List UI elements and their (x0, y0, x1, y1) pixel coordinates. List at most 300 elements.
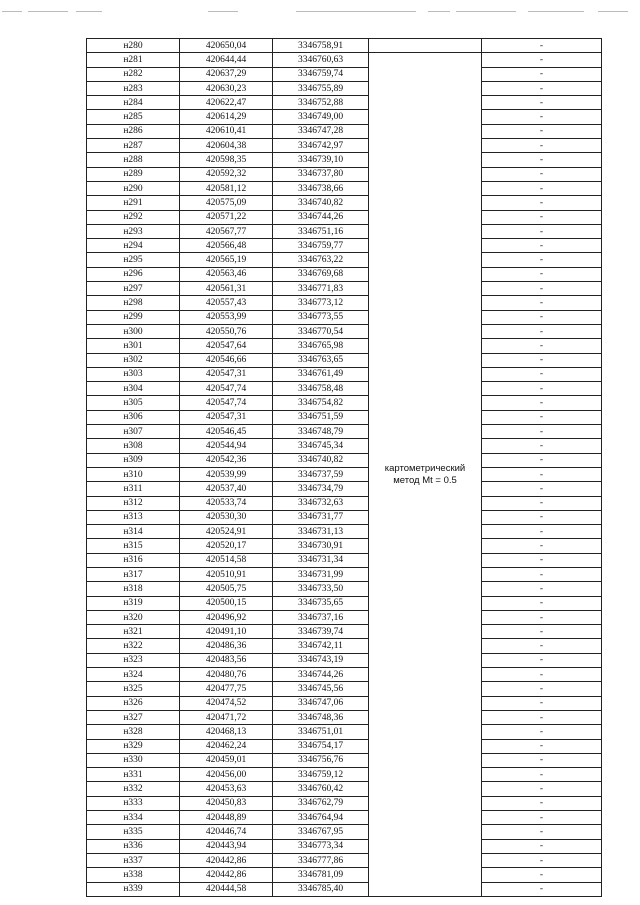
note-cell: - (482, 324, 602, 338)
x-coordinate-cell: 420547,31 (180, 367, 273, 381)
table-row (87, 610, 602, 624)
x-coordinate-cell: 420644,44 (180, 53, 273, 67)
y-coordinate-cell: 3346754,82 (273, 396, 369, 410)
y-coordinate-cell: 3346751,16 (273, 224, 369, 238)
point-id-cell: н314 (87, 525, 180, 539)
point-id-cell: н317 (87, 567, 180, 581)
note-cell: - (482, 610, 602, 624)
y-coordinate-cell: 3346761,49 (273, 367, 369, 381)
x-coordinate-cell: 420446,74 (180, 825, 273, 839)
y-coordinate-cell: 3346763,22 (273, 253, 369, 267)
note-cell: - (482, 110, 602, 124)
table-row (87, 67, 602, 81)
y-coordinate-cell: 3346755,89 (273, 81, 369, 95)
point-id-cell: н290 (87, 181, 180, 195)
note-cell: - (482, 96, 602, 110)
point-id-cell: н334 (87, 811, 180, 825)
point-id-cell: н320 (87, 610, 180, 624)
point-id-cell: н293 (87, 224, 180, 238)
y-coordinate-cell: 3346739,10 (273, 153, 369, 167)
y-coordinate-cell: 3346747,28 (273, 124, 369, 138)
note-cell: - (482, 839, 602, 853)
point-id-cell: н326 (87, 696, 180, 710)
table-row (87, 796, 602, 810)
x-coordinate-cell: 420448,89 (180, 811, 273, 825)
method-cell-top (369, 39, 482, 53)
table-row (87, 339, 602, 353)
note-cell: - (482, 353, 602, 367)
y-coordinate-cell: 3346760,63 (273, 53, 369, 67)
point-id-cell: н285 (87, 110, 180, 124)
table-row (87, 296, 602, 310)
table-row (87, 739, 602, 753)
point-id-cell: н329 (87, 739, 180, 753)
note-cell: - (482, 567, 602, 581)
point-id-cell: н339 (87, 882, 180, 896)
header-scan-artifacts (0, 0, 640, 20)
table-row (87, 396, 602, 410)
note-cell: - (482, 868, 602, 882)
x-coordinate-cell: 420553,99 (180, 310, 273, 324)
x-coordinate-cell: 420477,75 (180, 682, 273, 696)
y-coordinate-cell: 3346758,48 (273, 382, 369, 396)
y-coordinate-cell: 3346747,06 (273, 696, 369, 710)
x-coordinate-cell: 420547,74 (180, 396, 273, 410)
point-id-cell: н327 (87, 710, 180, 724)
point-id-cell: н304 (87, 382, 180, 396)
table-row (87, 39, 602, 53)
note-cell: - (482, 639, 602, 653)
y-coordinate-cell: 3346738,66 (273, 181, 369, 195)
point-id-cell: н318 (87, 582, 180, 596)
point-id-cell: н322 (87, 639, 180, 653)
note-cell: - (482, 453, 602, 467)
note-cell: - (482, 596, 602, 610)
table-row (87, 539, 602, 553)
x-coordinate-cell: 420520,17 (180, 539, 273, 553)
note-cell: - (482, 553, 602, 567)
table-row (87, 482, 602, 496)
note-cell: - (482, 668, 602, 682)
table-row (87, 510, 602, 524)
x-coordinate-cell: 420442,86 (180, 868, 273, 882)
x-coordinate-cell: 420561,31 (180, 282, 273, 296)
x-coordinate-cell: 420471,72 (180, 710, 273, 724)
point-id-cell: н323 (87, 653, 180, 667)
x-coordinate-cell: 420456,00 (180, 768, 273, 782)
y-coordinate-cell: 3346740,82 (273, 196, 369, 210)
note-cell: - (482, 339, 602, 353)
x-coordinate-cell: 420524,91 (180, 525, 273, 539)
x-coordinate-cell: 420459,01 (180, 753, 273, 767)
table-row (87, 181, 602, 195)
point-id-cell: н330 (87, 753, 180, 767)
note-cell: - (482, 582, 602, 596)
table-row (87, 596, 602, 610)
point-id-cell: н297 (87, 282, 180, 296)
note-cell: - (482, 124, 602, 138)
table-row (87, 139, 602, 153)
note-cell: - (482, 811, 602, 825)
table-row (87, 668, 602, 682)
table-row (87, 868, 602, 882)
x-coordinate-cell: 420537,40 (180, 482, 273, 496)
y-coordinate-cell: 3346781,09 (273, 868, 369, 882)
note-cell: - (482, 768, 602, 782)
y-coordinate-cell: 3346731,13 (273, 525, 369, 539)
table-row (87, 324, 602, 338)
x-coordinate-cell: 420544,94 (180, 439, 273, 453)
table-row (87, 367, 602, 381)
table-row (87, 525, 602, 539)
x-coordinate-cell: 420546,66 (180, 353, 273, 367)
point-id-cell: н311 (87, 482, 180, 496)
table-row (87, 653, 602, 667)
y-coordinate-cell: 3346742,97 (273, 139, 369, 153)
table-row (87, 839, 602, 853)
point-id-cell: н316 (87, 553, 180, 567)
x-coordinate-cell: 420491,10 (180, 625, 273, 639)
note-cell: - (482, 167, 602, 181)
y-coordinate-cell: 3346773,34 (273, 839, 369, 853)
x-coordinate-cell: 420533,74 (180, 496, 273, 510)
x-coordinate-cell: 420444,58 (180, 882, 273, 896)
method-line-2: метод Mt = 0.5 (393, 474, 457, 486)
x-coordinate-cell: 420565,19 (180, 253, 273, 267)
y-coordinate-cell: 3346731,99 (273, 567, 369, 581)
table-row (87, 768, 602, 782)
table-row (87, 282, 602, 296)
table-row (87, 782, 602, 796)
point-id-cell: н294 (87, 239, 180, 253)
x-coordinate-cell: 420539,99 (180, 467, 273, 481)
point-id-cell: н305 (87, 396, 180, 410)
note-cell: - (482, 53, 602, 67)
note-cell: - (482, 296, 602, 310)
y-coordinate-cell: 3346758,91 (273, 39, 369, 53)
table-row (87, 53, 602, 67)
x-coordinate-cell: 420453,63 (180, 782, 273, 796)
x-coordinate-cell: 420567,77 (180, 224, 273, 238)
y-coordinate-cell: 3346770,54 (273, 324, 369, 338)
x-coordinate-cell: 420610,41 (180, 124, 273, 138)
y-coordinate-cell: 3346744,26 (273, 210, 369, 224)
y-coordinate-cell: 3346752,88 (273, 96, 369, 110)
note-cell: - (482, 696, 602, 710)
point-id-cell: н308 (87, 439, 180, 453)
point-id-cell: н310 (87, 467, 180, 481)
y-coordinate-cell: 3346745,34 (273, 439, 369, 453)
y-coordinate-cell: 3346731,77 (273, 510, 369, 524)
table-row (87, 110, 602, 124)
y-coordinate-cell: 3346756,76 (273, 753, 369, 767)
point-id-cell: н321 (87, 625, 180, 639)
y-coordinate-cell: 3346745,56 (273, 682, 369, 696)
x-coordinate-cell: 420550,76 (180, 324, 273, 338)
method-cell (369, 53, 482, 897)
table-row (87, 882, 602, 896)
x-coordinate-cell: 420547,64 (180, 339, 273, 353)
y-coordinate-cell: 3346731,34 (273, 553, 369, 567)
x-coordinate-cell: 420592,32 (180, 167, 273, 181)
point-id-cell: н300 (87, 324, 180, 338)
note-cell: - (482, 882, 602, 896)
note-cell: - (482, 510, 602, 524)
point-id-cell: н331 (87, 768, 180, 782)
note-cell: - (482, 496, 602, 510)
note-cell: - (482, 439, 602, 453)
table-row (87, 210, 602, 224)
point-id-cell: н282 (87, 67, 180, 81)
y-coordinate-cell: 3346744,26 (273, 668, 369, 682)
table-row (87, 753, 602, 767)
point-id-cell: н325 (87, 682, 180, 696)
y-coordinate-cell: 3346751,59 (273, 410, 369, 424)
table-row (87, 410, 602, 424)
point-id-cell: н306 (87, 410, 180, 424)
note-cell: - (482, 81, 602, 95)
point-id-cell: н338 (87, 868, 180, 882)
note-cell: - (482, 710, 602, 724)
note-cell: - (482, 310, 602, 324)
point-id-cell: н302 (87, 353, 180, 367)
y-coordinate-cell: 3346734,79 (273, 482, 369, 496)
point-id-cell: н337 (87, 853, 180, 867)
x-coordinate-cell: 420557,43 (180, 296, 273, 310)
note-cell: - (482, 181, 602, 195)
table-row (87, 382, 602, 396)
note-cell: - (482, 467, 602, 481)
x-coordinate-cell: 420542,36 (180, 453, 273, 467)
x-coordinate-cell: 420637,29 (180, 67, 273, 81)
note-cell: - (482, 539, 602, 553)
x-coordinate-cell: 420566,48 (180, 239, 273, 253)
note-cell: - (482, 282, 602, 296)
y-coordinate-cell: 3346733,50 (273, 582, 369, 596)
x-coordinate-cell: 420443,94 (180, 839, 273, 853)
table-row (87, 310, 602, 324)
y-coordinate-cell: 3346742,11 (273, 639, 369, 653)
table-row (87, 224, 602, 238)
table-row (87, 725, 602, 739)
point-id-cell: н298 (87, 296, 180, 310)
note-cell: - (482, 210, 602, 224)
table-row (87, 625, 602, 639)
point-id-cell: н296 (87, 267, 180, 281)
table-row (87, 253, 602, 267)
table-row (87, 196, 602, 210)
table-row (87, 825, 602, 839)
table-row (87, 553, 602, 567)
y-coordinate-cell: 3346751,01 (273, 725, 369, 739)
point-id-cell: н328 (87, 725, 180, 739)
y-coordinate-cell: 3346765,98 (273, 339, 369, 353)
x-coordinate-cell: 420614,29 (180, 110, 273, 124)
x-coordinate-cell: 420480,76 (180, 668, 273, 682)
y-coordinate-cell: 3346762,79 (273, 796, 369, 810)
y-coordinate-cell: 3346759,74 (273, 67, 369, 81)
table-row (87, 353, 602, 367)
coordinates-table (86, 38, 602, 897)
y-coordinate-cell: 3346737,80 (273, 167, 369, 181)
point-id-cell: н336 (87, 839, 180, 853)
point-id-cell: н292 (87, 210, 180, 224)
x-coordinate-cell: 420442,86 (180, 853, 273, 867)
point-id-cell: н312 (87, 496, 180, 510)
note-cell: - (482, 224, 602, 238)
point-id-cell: н315 (87, 539, 180, 553)
table-row (87, 811, 602, 825)
y-coordinate-cell: 3346785,40 (273, 882, 369, 896)
point-id-cell: н288 (87, 153, 180, 167)
y-coordinate-cell: 3346777,86 (273, 853, 369, 867)
method-line-1: картометрический (384, 462, 466, 474)
note-cell: - (482, 153, 602, 167)
table-row (87, 425, 602, 439)
note-cell: - (482, 653, 602, 667)
table-row (87, 696, 602, 710)
table-row (87, 639, 602, 653)
x-coordinate-cell: 420510,91 (180, 567, 273, 581)
point-id-cell: н286 (87, 124, 180, 138)
x-coordinate-cell: 420563,46 (180, 267, 273, 281)
point-id-cell: н295 (87, 253, 180, 267)
y-coordinate-cell: 3346739,74 (273, 625, 369, 639)
table-row (87, 167, 602, 181)
note-cell: - (482, 725, 602, 739)
note-cell: - (482, 396, 602, 410)
table-row (87, 467, 602, 481)
table-row (87, 239, 602, 253)
y-coordinate-cell: 3346771,83 (273, 282, 369, 296)
x-coordinate-cell: 420450,83 (180, 796, 273, 810)
note-cell: - (482, 525, 602, 539)
y-coordinate-cell: 3346759,77 (273, 239, 369, 253)
note-cell: - (482, 682, 602, 696)
table-row (87, 853, 602, 867)
coordinates-table-body (87, 39, 602, 897)
table-row (87, 81, 602, 95)
y-coordinate-cell: 3346773,55 (273, 310, 369, 324)
table-row (87, 96, 602, 110)
point-id-cell: н307 (87, 425, 180, 439)
point-id-cell: н309 (87, 453, 180, 467)
y-coordinate-cell: 3346763,65 (273, 353, 369, 367)
x-coordinate-cell: 420604,38 (180, 139, 273, 153)
x-coordinate-cell: 420547,31 (180, 410, 273, 424)
note-cell: - (482, 39, 602, 53)
y-coordinate-cell: 3346743,19 (273, 653, 369, 667)
note-cell: - (482, 796, 602, 810)
y-coordinate-cell: 3346773,12 (273, 296, 369, 310)
y-coordinate-cell: 3346735,65 (273, 596, 369, 610)
table-row (87, 567, 602, 581)
y-coordinate-cell: 3346764,94 (273, 811, 369, 825)
y-coordinate-cell: 3346748,79 (273, 425, 369, 439)
x-coordinate-cell: 420462,24 (180, 739, 273, 753)
x-coordinate-cell: 420650,04 (180, 39, 273, 53)
table-row (87, 682, 602, 696)
table-row (87, 710, 602, 724)
note-cell: - (482, 782, 602, 796)
note-cell: - (482, 139, 602, 153)
note-cell: - (482, 739, 602, 753)
table-row (87, 153, 602, 167)
y-coordinate-cell: 3346748,36 (273, 710, 369, 724)
point-id-cell: н299 (87, 310, 180, 324)
point-id-cell: н332 (87, 782, 180, 796)
table-row (87, 582, 602, 596)
note-cell: - (482, 625, 602, 639)
note-cell: - (482, 853, 602, 867)
x-coordinate-cell: 420483,56 (180, 653, 273, 667)
table-row (87, 439, 602, 453)
note-cell: - (482, 267, 602, 281)
note-cell: - (482, 410, 602, 424)
x-coordinate-cell: 420486,36 (180, 639, 273, 653)
y-coordinate-cell: 3346737,16 (273, 610, 369, 624)
table-row (87, 453, 602, 467)
point-id-cell: н280 (87, 39, 180, 53)
x-coordinate-cell: 420468,13 (180, 725, 273, 739)
point-id-cell: н313 (87, 510, 180, 524)
x-coordinate-cell: 420575,09 (180, 196, 273, 210)
note-cell: - (482, 753, 602, 767)
x-coordinate-cell: 420474,52 (180, 696, 273, 710)
x-coordinate-cell: 420622,47 (180, 96, 273, 110)
point-id-cell: н289 (87, 167, 180, 181)
x-coordinate-cell: 420530,30 (180, 510, 273, 524)
table-row (87, 496, 602, 510)
table-row (87, 267, 602, 281)
y-coordinate-cell: 3346749,00 (273, 110, 369, 124)
point-id-cell: н284 (87, 96, 180, 110)
x-coordinate-cell: 420500,15 (180, 596, 273, 610)
note-cell: - (482, 825, 602, 839)
x-coordinate-cell: 420571,22 (180, 210, 273, 224)
point-id-cell: н303 (87, 367, 180, 381)
y-coordinate-cell: 3346754,17 (273, 739, 369, 753)
point-id-cell: н324 (87, 668, 180, 682)
x-coordinate-cell: 420630,23 (180, 81, 273, 95)
y-coordinate-cell: 3346737,59 (273, 467, 369, 481)
x-coordinate-cell: 420581,12 (180, 181, 273, 195)
note-cell: - (482, 253, 602, 267)
y-coordinate-cell: 3346769,68 (273, 267, 369, 281)
point-id-cell: н301 (87, 339, 180, 353)
x-coordinate-cell: 420505,75 (180, 582, 273, 596)
x-coordinate-cell: 420546,45 (180, 425, 273, 439)
y-coordinate-cell: 3346767,95 (273, 825, 369, 839)
y-coordinate-cell: 3346760,42 (273, 782, 369, 796)
x-coordinate-cell: 420547,74 (180, 382, 273, 396)
point-id-cell: н291 (87, 196, 180, 210)
x-coordinate-cell: 420496,92 (180, 610, 273, 624)
y-coordinate-cell: 3346740,82 (273, 453, 369, 467)
y-coordinate-cell: 3346730,91 (273, 539, 369, 553)
note-cell: - (482, 67, 602, 81)
x-coordinate-cell: 420514,58 (180, 553, 273, 567)
point-id-cell: н333 (87, 796, 180, 810)
note-cell: - (482, 367, 602, 381)
point-id-cell: н319 (87, 596, 180, 610)
note-cell: - (482, 196, 602, 210)
point-id-cell: н281 (87, 53, 180, 67)
note-cell: - (482, 382, 602, 396)
y-coordinate-cell: 3346732,63 (273, 496, 369, 510)
point-id-cell: н283 (87, 81, 180, 95)
note-cell: - (482, 482, 602, 496)
